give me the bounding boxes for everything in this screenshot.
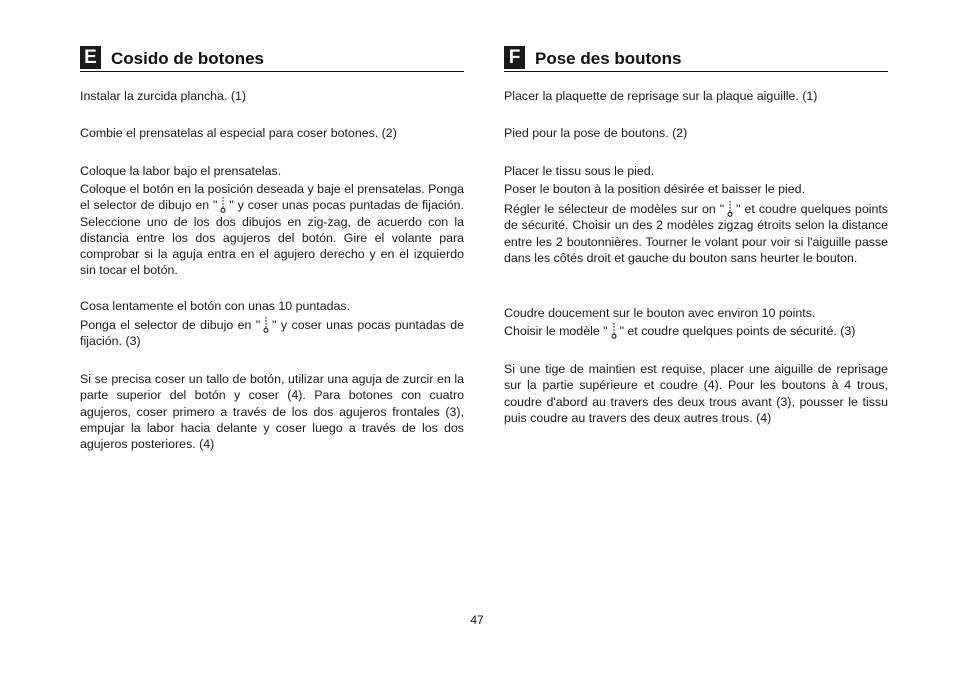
stitch-symbol-icon (218, 197, 228, 213)
paragraph-step-3-detail (504, 201, 888, 266)
section-title: Pose des boutons (535, 48, 682, 68)
paragraph-text: Choisir le modèle " (504, 324, 608, 338)
paragraph-step-5: Si se precisa coser un tallo de botón, utilizar una aguja de zurcir en la parte superior del botón y coser (4). Para botones con cuatro agujeros, coser primero a través de los dos agujeros frontales (3), empujar la labor hacia delante y coser luego a través de los dos agujeros posteriores. (4) (80, 372, 464, 452)
paragraph-text: Coloque el botón en la posición deseada y baje el prensatelas. Ponga el selector de dibujo en " (80, 182, 464, 213)
section-letter-badge: E (80, 46, 101, 69)
paragraph-text: " et coudre quelques points de sécurité. Choisir un des 2 modèles zigzag étroits selon la distance entre les 2 boutonnières. Tourner le volant pour voir si l'aiguille passe dans les côtés droit et gauche du bouton sans heurter le bouton. (504, 202, 888, 265)
page-number: 47 (470, 613, 484, 627)
paragraph-step-3: Placer le tissu sous le pied. (504, 164, 655, 178)
paragraph-text: " y coser unas pocas puntadas de fijación. Seleccione uno de los dos dibujos en zig-zag, de acuerdo con la distancia entre los dos agujeros del botón. Gire el volante para comprobar si la aguja entra en el agujero derecho y en el izquierdo sin tocar el botón. (80, 198, 465, 278)
section-header (504, 46, 888, 72)
section-spanish (80, 46, 465, 452)
section-letter-badge: F (504, 46, 525, 69)
paragraph-step-5: Si une tige de maintien est requise, placer une aiguille de reprisage sur la partie supérieure et coudre (4). Pour les boutons à 4 trous, coudre d'abord au travers des deux trous avant (3), pousser le tissu puis coudre au travers des deux autres trous. (4) (504, 362, 888, 425)
section-header (80, 46, 464, 72)
paragraph-text: " y coser unas pocas puntadas de fijación. (3) (80, 318, 465, 349)
stitch-symbol-icon (261, 317, 271, 333)
paragraph-step-4: Coudre doucement sur le bouton avec environ 10 points. (504, 306, 816, 320)
paragraph-step-2: Pied pour la pose de boutons. (2) (504, 126, 688, 140)
paragraph-step-3: Coloque la labor bajo el prensatelas. (80, 164, 282, 178)
paragraph-step-2: Combie el prensatelas al especial para coser botones. (2) (80, 126, 397, 140)
stitch-symbol-icon (609, 323, 619, 339)
section-french (504, 46, 888, 425)
paragraph-step-1: Instalar la zurcida plancha. (1) (80, 89, 246, 103)
paragraph-step-4-detail (504, 323, 888, 339)
paragraph-step-4-detail (80, 317, 464, 350)
section-title: Cosido de botones (111, 48, 264, 68)
paragraph-step-3-detail (80, 181, 464, 279)
paragraph-step-4: Cosa lentamente el botón con unas 10 puntadas. (80, 299, 351, 313)
paragraph-step-3-position: Poser le bouton à la position désirée et baisser le pied. (504, 182, 806, 196)
stitch-symbol-icon (725, 201, 735, 217)
paragraph-text: Ponga el selector de dibujo en " (80, 318, 261, 332)
paragraph-text: Régler le sélecteur de modèles sur on " (504, 202, 725, 216)
paragraph-step-1: Placer la plaquette de reprisage sur la plaque aiguille. (1) (504, 89, 818, 103)
paragraph-text: " et coudre quelques points de sécurité. (3) (619, 324, 856, 338)
